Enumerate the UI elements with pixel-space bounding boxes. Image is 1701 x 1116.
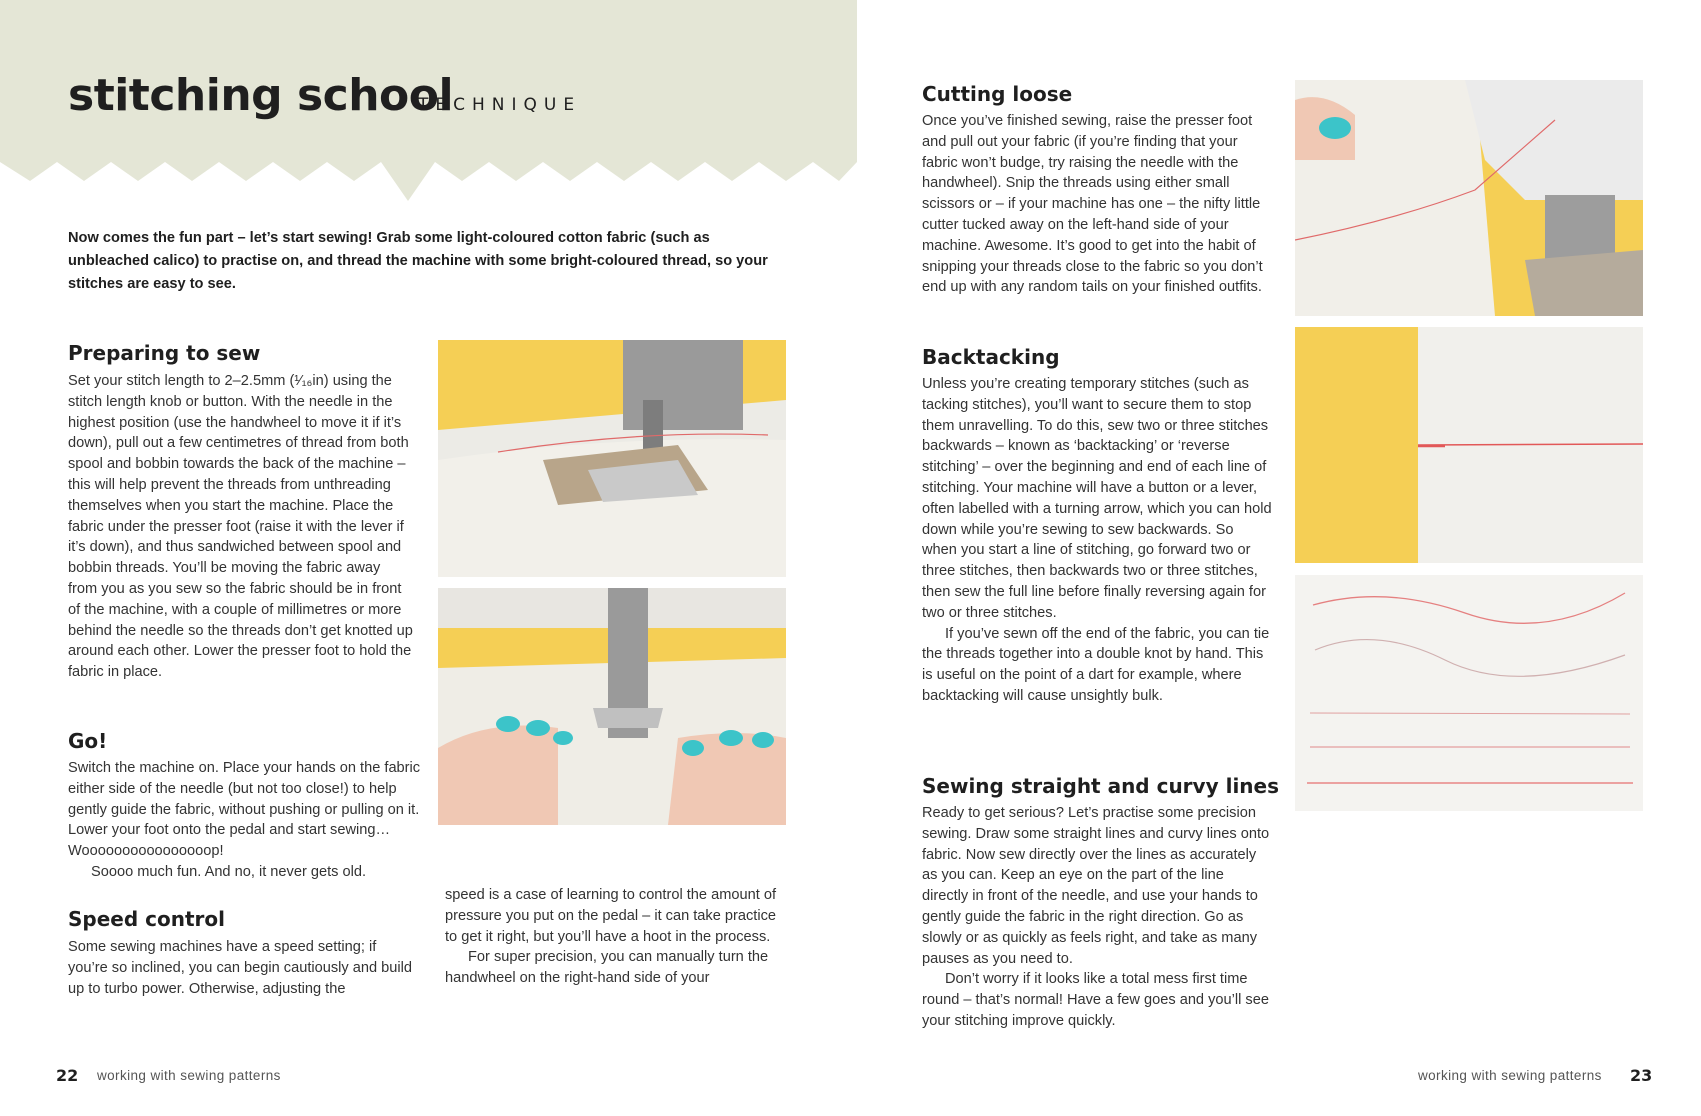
photo-practice-lines xyxy=(1295,575,1643,811)
section-title-preparing: Preparing to sew xyxy=(68,341,261,365)
photo-hands-guiding xyxy=(438,588,786,825)
preparing-paragraph: Set your stitch length to 2–2.5mm (¹⁄₁₆in) using the stitch length knob or button. With the needle in the highest position (use the handwheel to move it if it’s down), pull out a few centimetres of thread from both spool and bobbin towards the back of the machine – this will help prevent the threads from unthreading themselves when you start the machine. Place the fabric under the presser foot (raise it with the lever if it’s down), and thus sandwiched between spool and bobbin threads. You’ll be moving the fabric away from you as you sew so the fabric should be in front of the machine, with a couple of millimetres or more behind the needle so the threads don’t get knotted up around each other. Lower the presser foot to hold the fabric in place. xyxy=(68,373,413,681)
section-body-backtacking xyxy=(922,374,1272,707)
section-title-go: Go! xyxy=(68,729,108,753)
photo-backtacking-stitch xyxy=(1295,327,1643,563)
speed-paragraph-1: Some sewing machines have a speed setting; if you’re so inclined, you can begin cautiously and build up to turbo power. Otherwise, adjusting the xyxy=(68,939,412,997)
straight-paragraph-2: Don’t worry if it looks like a total mess first time round – that’s normal! Have a few goes and you’ll see your stitching improve quickly. xyxy=(922,971,1269,1029)
left-page-number: 22 xyxy=(56,1066,79,1085)
speed-paragraph-2: For super precision, you can manually turn the handwheel on the right-hand side of your xyxy=(445,949,769,987)
section-title-straight-curvy: Sewing straight and curvy lines xyxy=(922,774,1280,798)
right-running-footer: working with sewing patterns xyxy=(1418,1068,1602,1083)
section-title-backtacking: Backtacking xyxy=(922,345,1060,369)
section-body-speed xyxy=(68,937,418,999)
go-paragraph-1: Switch the machine on. Place your hands on the fabric either side of the needle (but not too close!) to help gently guide the fabric, without pushing or pulling on it. Lower your foot onto the pedal and start sewing… Woooooooooooooooop! xyxy=(68,760,421,860)
section-body-preparing xyxy=(68,371,413,683)
section-title-cutting: Cutting loose xyxy=(922,82,1073,106)
right-page-number: 23 xyxy=(1630,1066,1653,1085)
backtacking-paragraph-2: If you’ve sewn off the end of the fabric, you can tie the threads together into a double knot by hand. This is useful on the point of a dart for example, where backtacking will cause unsightly bulk. xyxy=(922,625,1270,704)
straight-paragraph-1: Ready to get serious? Let’s practise some precision sewing. Draw some straight lines and curvy lines onto fabric. Now sew directly over the lines as accurately as you can. Keep an eye on the part of the line directly in front of the needle, and use your hands to gently guide the fabric in the right direction. Go as slowly or as quickly as feels right, and take as many pauses as you need to. xyxy=(922,805,1270,967)
speed-paragraph-1-continued: speed is a case of learning to control the amount of pressure you put on the pedal – it can take practice to get it right, but you’ll have a hoot in the process. xyxy=(445,887,776,945)
section-body-go xyxy=(68,758,428,883)
section-body-straight-curvy xyxy=(922,803,1272,1032)
section-body-speed-continued xyxy=(445,885,790,989)
photo-snipping-threads xyxy=(1295,80,1643,316)
go-paragraph-2: Soooo much fun. And no, it never gets old. xyxy=(91,863,367,880)
intro-paragraph: Now comes the fun part – let’s start sewing! Grab some light-coloured cotton fabric (such as unbleached calico) to practise on, and thread the machine with some bright-coloured thread, so your stitches are easy to see. xyxy=(68,230,768,292)
section-title-speed: Speed control xyxy=(68,907,225,931)
cutting-paragraph: Once you’ve finished sewing, raise the presser foot and pull out your fabric (if you’re finding that your fabric won’t budge, try raising the needle with the handwheel). Snip the threads using either small scissors or – if your machine has one – the nifty little cutter tucked away on the left-hand side of your machine. Awesome. It’s good to get into the habit of snipping your threads close to the fabric so you don’t end up with any random tails on your finished outfits. xyxy=(922,113,1263,296)
left-running-footer: working with sewing patterns xyxy=(97,1068,281,1083)
page-title: stitching school xyxy=(68,70,454,121)
page-subtitle: TECHNIQUE xyxy=(418,95,582,115)
section-body-cutting xyxy=(922,111,1272,298)
photo-presser-foot xyxy=(438,340,786,577)
backtacking-paragraph-1: Unless you’re creating temporary stitches (such as tacking stitches), you’ll want to secure them to stop them unravelling. To do this, sew two or three stitches backwards – known as ‘backtacking’ or ‘reverse stitching’ – over the beginning and end of each line of stitching. Your machine will have a button or a lever, often labelled with a turning arrow, which you can hold down while you’re sewing to sew backwards. So when you start a line of stitching, go forward two or three stitches, then backwards two or three stitches, then sew the full line before finally reversing again for two or three stitches. xyxy=(922,376,1272,621)
